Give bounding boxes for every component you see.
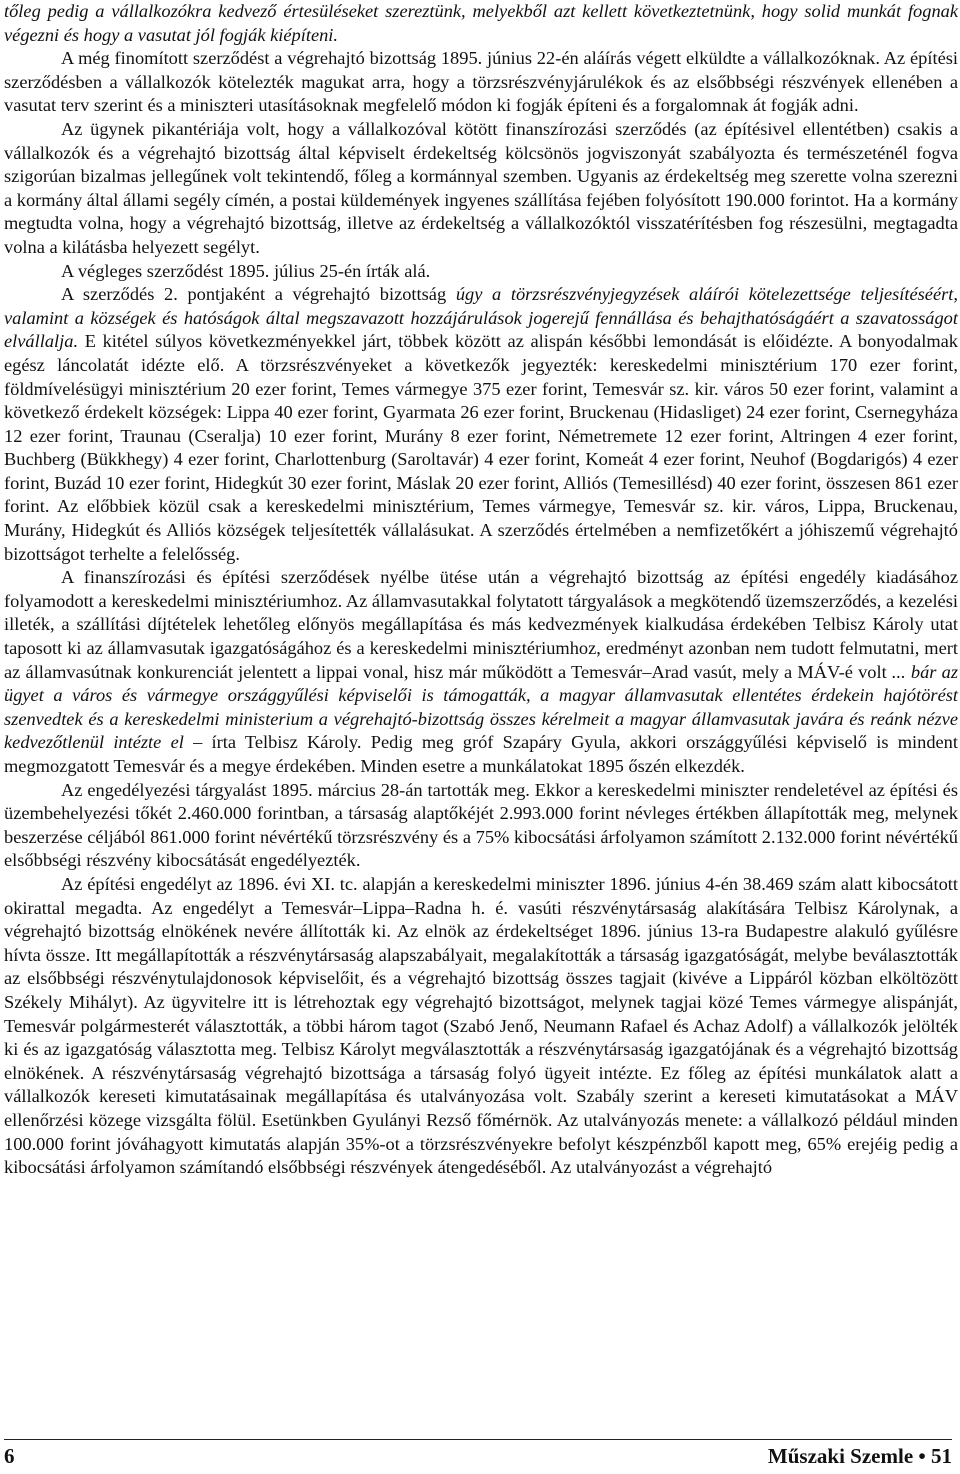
paragraph	[4, 873, 958, 1180]
text-run: A végleges szerződést 1895. július 25-én írták alá.	[61, 260, 431, 281]
paragraph	[4, 566, 958, 778]
article-body	[4, 0, 958, 1180]
text-run: A finanszírozási és építési szerződések nyélbe ütése után a végrehajtó bizottság az építési engedély kiadásához folyamodott a kereskedelmi minisztériumhoz. Az államvasutakkal folytatott tárgyalások a megkötendő üzemszerződés, a kezelési illeték, a szállítási díjtételek lehetőleg előnyös megállapítása és más kedvezmények kialkudása érdekében Telbisz Károly utat taposott ki az államvasutak igazgatóságához és a kereskedelmi minisztériumhoz, eredményt azonban nem tudott felmutatni, mert az államvasútnak konkurenciát jelentett a lippai vonal, hisz már működött a Temesvár–Arad vasút, mely a MÁV-é volt	[4, 567, 958, 682]
text-run: Az engedélyezési tárgyalást 1895. március 28-án tartották meg. Ekkor a kereskedelmi miniszter rendeletével az építési és üzembehelyezési tőkét 2.460.000 forintban, a társaság alaptőkéjét 2.993.000 forint névleges értékben állapították meg, melynek beszerzése céljából 861.000 forint névértékű törzsrészvény és a 75% kibocsátási árfolyamon számított 2.132.000 forint névértékű elsőbbségi részvény kibocsátását engedélyezték.	[4, 779, 958, 871]
italic-text-run: tőleg pedig a vállalkozókra kedvező értesüléseket szereztünk, melyekből azt kellett következtetnünk, hogy solid munkát fognak végezni és hogy a vasutat jól fogják kiépíteni.	[4, 1, 958, 45]
text-run: A még finomított szerződést a végrehajtó bizottság 1895. június 22-én aláírás végett elküldte a vállalkozóknak. Az építési szerződésben a vállalkozók kötelezték magukat arra, hogy a törzsrészvényjárulékok és az elsőbbségi részvények ellenében a vasutat terv szerint és a miniszteri utasításoknak megfelelő módon ki fogják építeni és a forgalomnak át fogják adni.	[4, 48, 958, 116]
paragraph	[4, 47, 958, 118]
text-run: Az ügynek pikantériája volt, hogy a vállalkozóval kötött finanszírozási szerződés (az építésivel ellentétben) csakis a vállalkozók és a végrehajtó bizottság által képviselt érdekeltség kölcsönös jogviszonyát szabályozta és természeténél fogva szigorúan bizalmas jellegűnek volt tekintendő, főleg a kormánnyal szemben. Ugyanis az érdekeltség meg szerette volna szerezni a kormány által állami segély címén, a postai küldemények ingyenes szállítása fejében folyósított 190.000 forintot. Ha a kormány megtudta volna, hogy a végrehajtó bizottság, illetve az érdekeltség a vállalkozóktól visszatérítésben fog részesülni, megtagadta volna a kilátásba helyezett segélyt.	[4, 118, 958, 257]
journal-folio: Műszaki Szemle • 51	[767, 1444, 952, 1468]
paragraph	[4, 779, 958, 873]
paragraph	[4, 0, 958, 47]
italic-text-run: úgy a törzsrészvényjegyzések aláírói kötelezettsége teljesítéséért, valamint a községek és hatóságok által megszavazott hozzájárulások jogerejű fennállása és behajthatóságáért a szavatosságot elvállalja.	[4, 284, 958, 352]
paragraph	[4, 283, 958, 566]
italic-text-run: ... bár az ügyet a város és vármegye országgyűlési képviselői is támogatták, a magyar államvasutak ellentétes érdekein hajótörést szenvedtek és a kereskedelmi ministerium a végrehajtó-bizottság összes kérelmeit a magyar államvasutak javára és reánk nézve kedvezőtlenül intézte el –	[4, 661, 959, 753]
paragraph	[4, 118, 958, 260]
page-footer	[4, 1439, 952, 1474]
text-run: Az építési engedélyt az 1896. évi XI. tc. alapján a kereskedelmi miniszter 1896. június 4-én 38.469 szám alatt kibocsátott okirattal megadta. Az engedélyt a Temesvár–Lippa–Radna h. é. vasúti részvénytársaság alakítására Telbisz Károlynak, a végrehajtó bizottság elnökének nevére állították ki. Az elnök az érdekeltséget 1896. június 13-ra Budapestre alakuló gyűlésre hívta össze. Itt megállapították a részvénytársaság alapszabályait, megalakították a társaság igazgatóságát, melybe beválasztották az elsőbbségi részvénytulajdonosok képviselőit, és a végrehajtó bizottság összes tagjait (kivéve a Lippáról közban elköltözött Székely Mihályt). Az ügyvitelre itt is létrehoztak egy végrehajtó bizottságot, melynek tagjai közé Temes vármegye alispánját, Temesvár polgármesterét választották, a többi három tagot (Szabó Jenő, Neumann Rafael és Achaz Adolf) a vállalkozók jelölték ki és az igazgatóság választotta meg. Telbisz Károlyt megválasztották a részvénytársaság igazgatójának és a végrehajtó bizottság elnökének. A részvénytársaság végrehajtó bizottsága a társaság folyó ügyeit intézte. Ez főleg az építési munkálatok alatt a vállalkozók kereseti kimutatásainak megállapítása és utalványozása volt. Szabály szerint a kereseti kimutatásokat a MÁV ellenőrzési közege vizsgálta fölül. Esetünkben Gyulányi Rezső főmérnök. Az utalványozás menete: a vállalkozó például minden 100.000 forint jóváhagyott kimutatás alapján 35%-ot a törzsrészvényekre befolyt készpénzből kapott meg, 65% erejéig pedig a kibocsátási árfolyamon számítandó elsőbbségi részvények átengedéséből. Az utalványozást a végrehajtó	[4, 873, 958, 1178]
paragraph	[4, 260, 958, 284]
text-run: A szerződés 2. pontjaként a végrehajtó bizottság	[61, 284, 456, 305]
page-number: 6	[4, 1444, 15, 1468]
text-run: E kitétel súlyos következményekkel járt, többek között az alispán későbbi lemondását is előidézte. A bonyodalmak egész láncolatát idézte elő. A törzsrészvényeket a következők jegyezték: kereskedelmi minisztérium 170 ezer forint, földmívelésügyi minisztérium 20 ezer forint, Temes vármegye 375 ezer forint, Temesvár sz. kir. város 50 ezer forint, valamint a következő érdekelt községek: Lippa 40 ezer forint, Gyarmata 26 ezer forint, Bruckenau (Hidasliget) 24 ezer forint, Csernegyháza 12 ezer forint, Traunau (Cseralja) 10 ezer forint, Murány 8 ezer forint, Németremete 12 ezer forint, Altringen 4 ezer forint, Buchberg (Bükkhegy) 4 ezer forint, Charlottenburg (Saroltavár) 4 ezer forint, Komeát 4 ezer forint, Neuhof (Bogdarigós) 4 ezer forint, Buzád 10 ezer forint, Hidegkút 30 ezer forint, Máslak 20 ezer forint, Alliós (Temesillésd) 40 ezer forint, összesen 861 ezer forint. Az előbbiek közül csak a kereskedelmi minisztérium, Temes vármegye, Temesvár sz. kir. város, Lippa, Bruckenau, Murány, Hidegkút és Alliós községek teljesítették vállalásukat. A szerződés értelmében a nemfizetőkért a jóhiszemű végrehajtó bizottságot terhelte a felelősség.	[4, 331, 958, 564]
text-run: írta Telbisz Károly. Pedig meg gróf Szapáry Gyula, akkori országgyűlési képviselő is mindent megmozgatott Temesvár és a megye érdekében. Minden esetre a munkálatokat 1895 őszén elkezdék.	[4, 732, 958, 776]
